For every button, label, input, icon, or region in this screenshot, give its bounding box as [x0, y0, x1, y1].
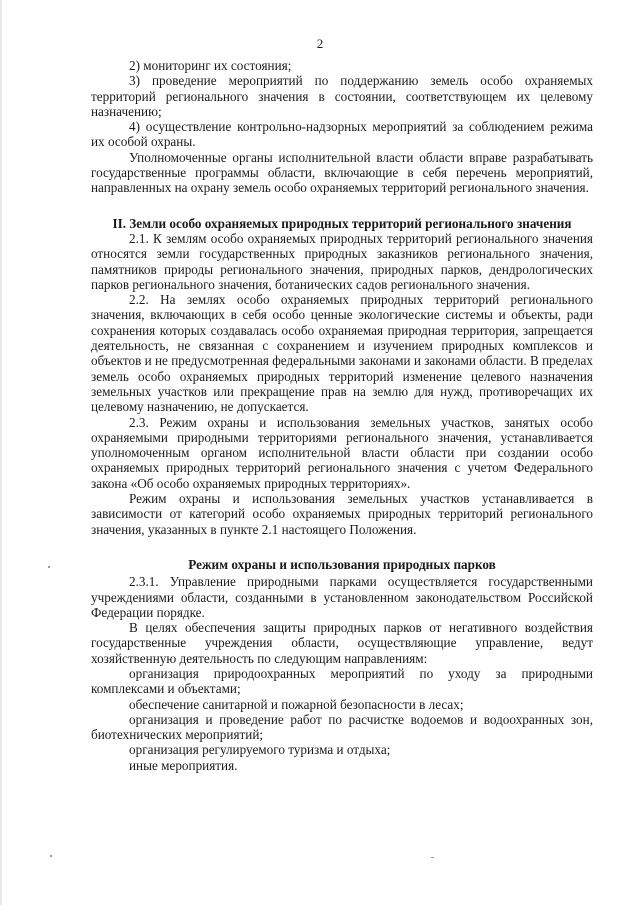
activity-item: организация и проведение работ по расчистке водоемов и водоохранных зон, биотехнических мероприятий; [91, 711, 593, 743]
document-body [91, 58, 593, 773]
intro-list-item-4: 4) осуществление контрольно-надзорных мероприятий за соблюдением режима их особой охраны. [91, 119, 593, 150]
clause-2-2: 2.2. На землях особо охраняемых природных территорий регионального значения, включающих в себя особо ценные экологические системы и объекты, ради сохранения которых создавалась особо охраняемая природная территория, запрещается деятельность, не связанная с сохранением и изучением природных комплексов и объектов и не предусмотренная федеральными законами и законами области. В пределах земель особо охраняемых природных территорий изменение целевого назначения земельных участков или прекращение прав на землю для нужд, противоречащих их целевому назначению, не допускается. [91, 292, 593, 415]
intro-list-item-3: 3) проведение мероприятий по поддержанию земель особо охраняемых территорий регионального значения в состоянии, соответствующем их целевому назначению; [91, 73, 593, 119]
intro-paragraph: Уполномоченные органы исполнительной власти области вправе разрабатывать государственные программы области, включающие в себя перечень мероприятий, направленных на охрану земель особо охраняемых территорий регионального значения. [91, 149, 593, 196]
clause-2-3: 2.3. Режим охраны и использования земельных участков, занятых особо охраняемыми природными территориями регионального значения, устанавливается уполномоченным органом исполнительной власти области при создании особо охраняемых природных территорий регионального значения с учетом Федерального закона «Об особо охраняемых природных территориях». [91, 414, 593, 491]
activity-item: иные мероприятия. [129, 757, 238, 773]
clause-2-3-regime: Режим охраны и использования земельных участков устанавливается в зависимости от категорий особо охраняемых природных территорий регионального значения, указанных в пункте 2.1 настоящего Положения. [91, 491, 593, 537]
section-heading: II. Земли особо охраняемых природных территорий регионального значения [112, 215, 572, 231]
scan-speck [431, 857, 434, 858]
clause-2-3-1: 2.3.1. Управление природными парками осуществляется государственными учреждениями области, созданными в установленном законодательством Российской Федерации порядке. [91, 574, 593, 620]
subsection-heading: Режим охраны и использования природных парков [188, 556, 496, 572]
activity-item: организация регулируемого туризма и отдыха; [129, 742, 391, 758]
scan-edge [0, 0, 2, 905]
clause-2-1: 2.1. К землям особо охраняемых природных территорий регионального значения относятся земли государственных природных заказников регионального значения, памятников природы регионального значения, природных парков, дендрологических парков регионального значения, ботанических садов регионального значения. [91, 230, 593, 292]
intro-list-item-2: 2) мониторинг их состояния; [129, 58, 292, 73]
activity-item: обеспечение санитарной и пожарной безопасности в лесах; [129, 696, 464, 712]
activity-item: организация природоохранных мероприятий по уходу за природными комплексами и объектами; [91, 665, 593, 697]
protection-paragraph: В целях обеспечения защиты природных парков от негативного воздействия государственные учреждения области, осуществляющие управление, ведут хозяйственную деятельность по следующим направлениям: [91, 620, 593, 666]
scan-speck [50, 855, 52, 857]
scan-speck [48, 566, 50, 568]
page-number: 2 [316, 36, 324, 51]
